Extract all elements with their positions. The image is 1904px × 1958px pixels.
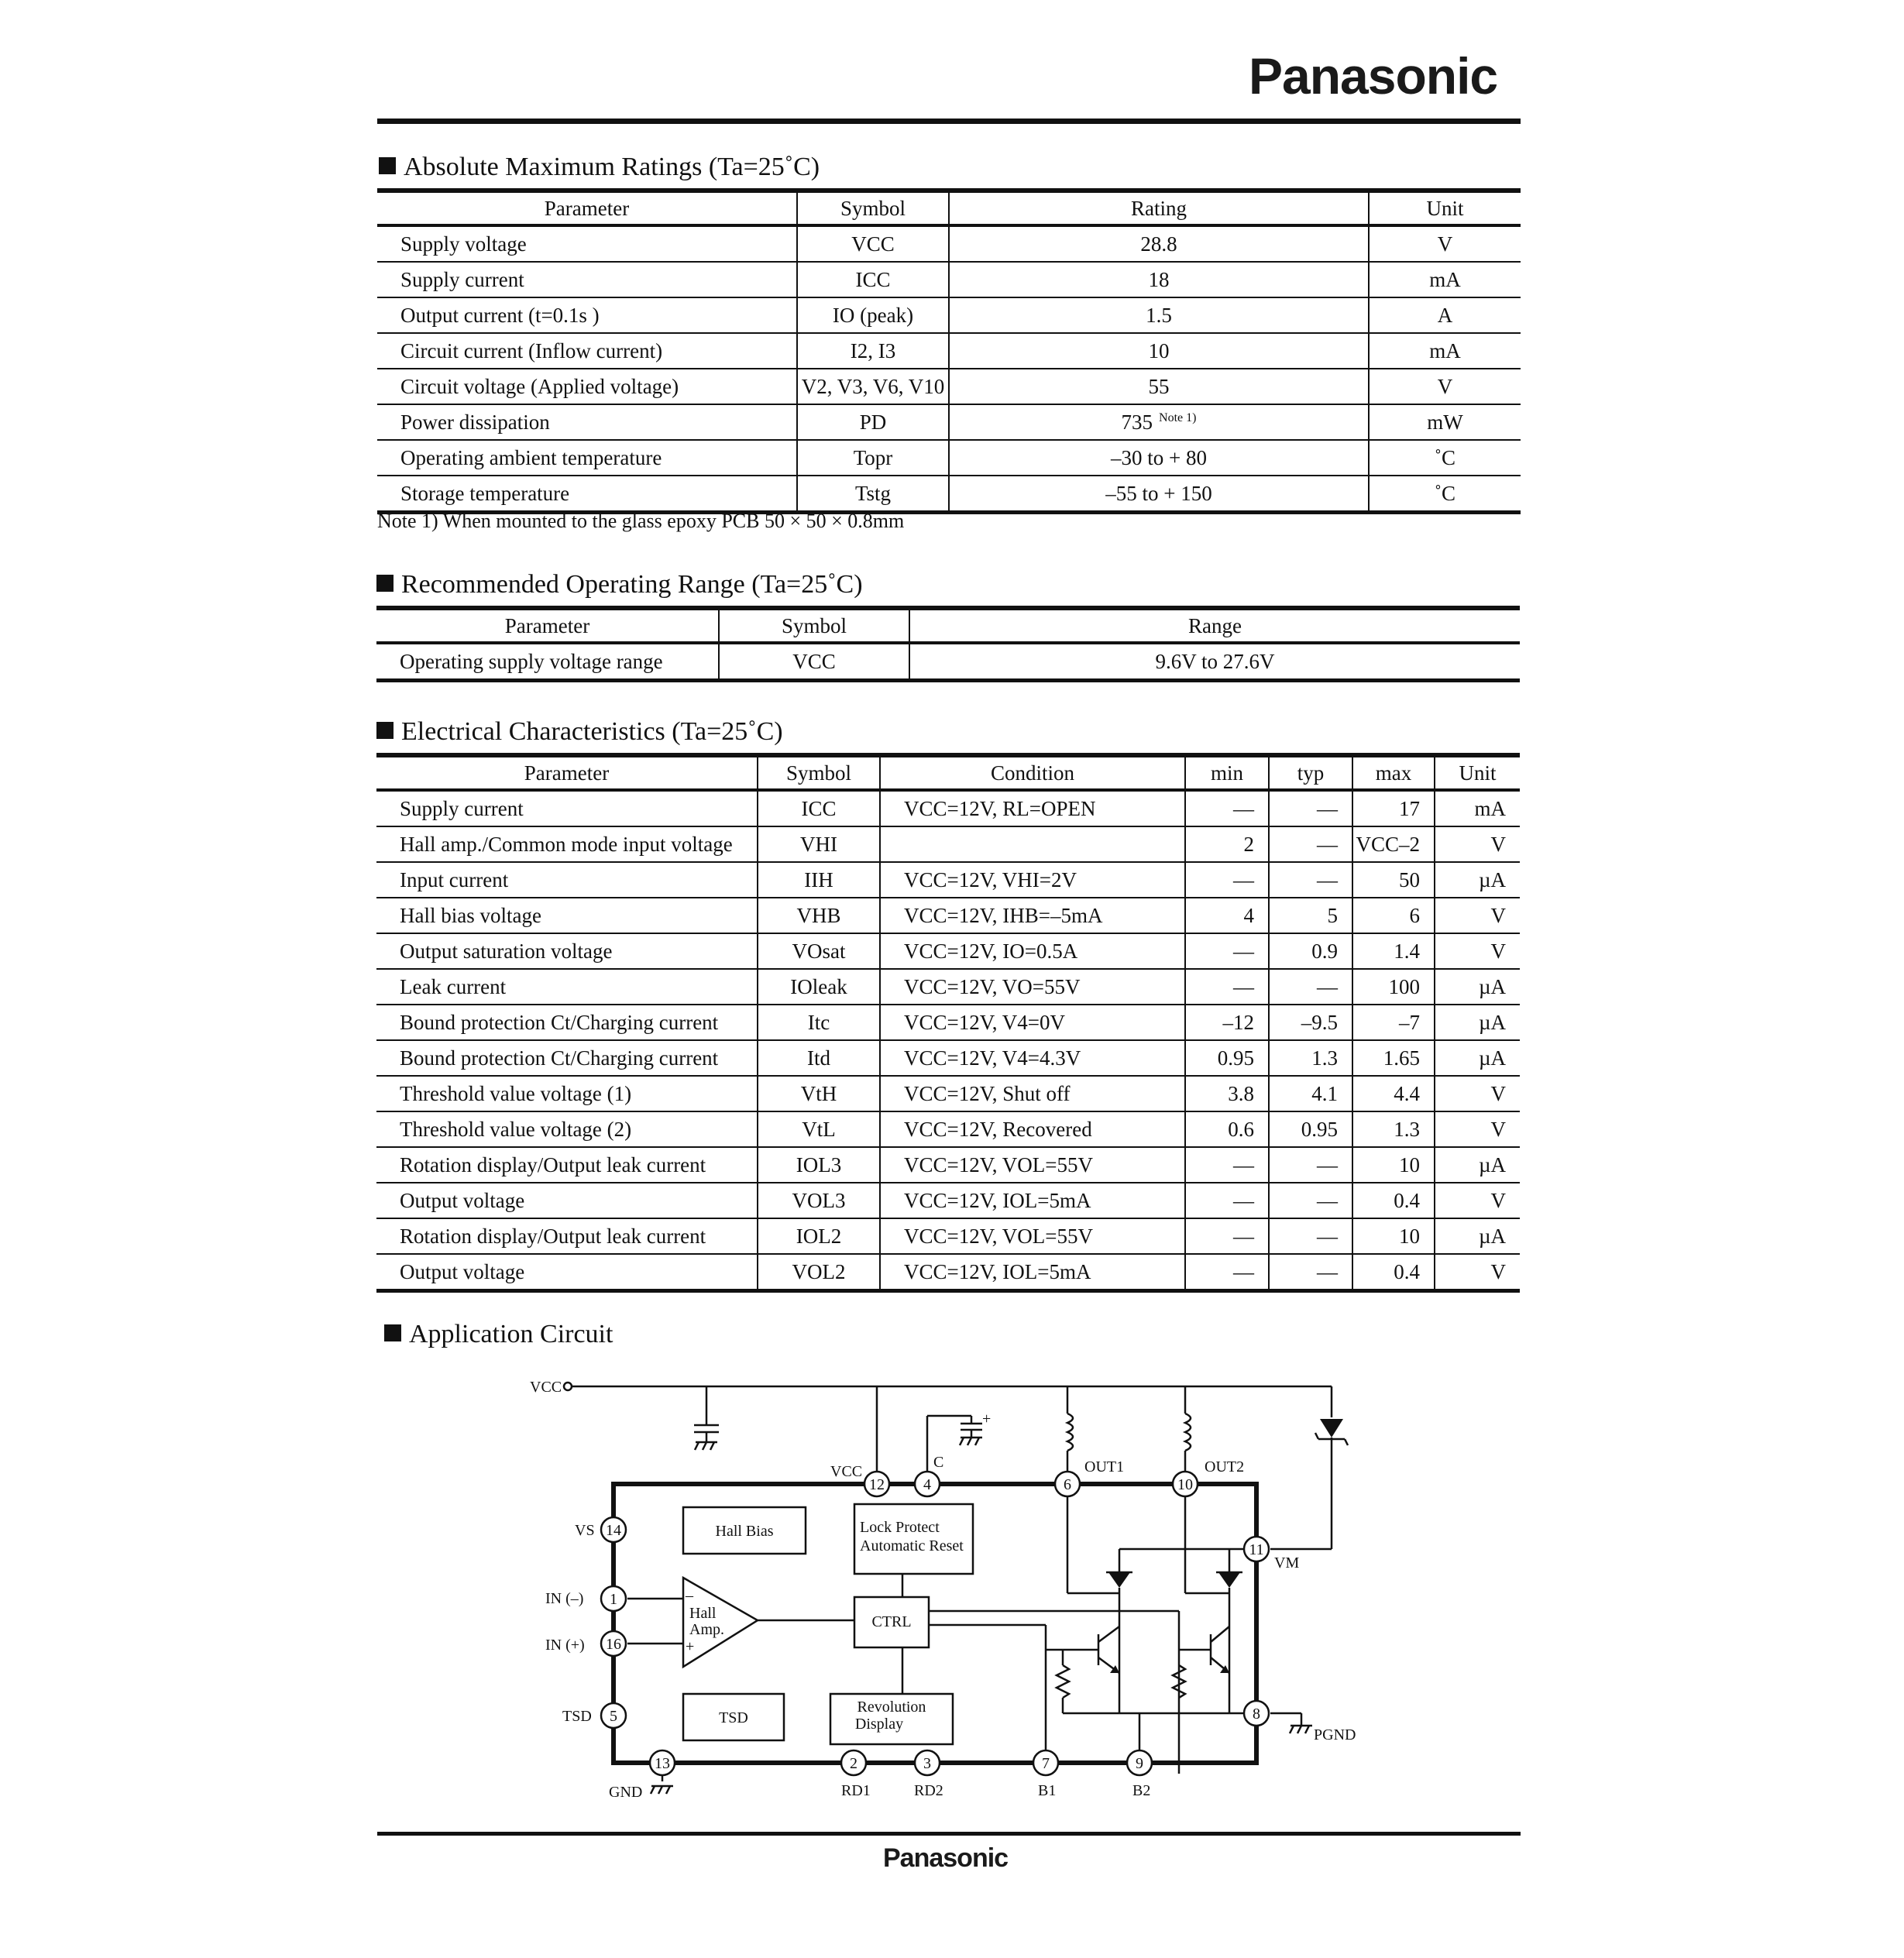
circuit-label: OUT1 [1084,1458,1125,1475]
typ-cell: 1.3 [1269,1040,1352,1076]
rating-value: 10 [1148,338,1170,362]
symbol-cell: VtH [758,1076,880,1111]
min-cell: — [1185,969,1269,1005]
typ-cell: –9.5 [1269,1005,1352,1040]
param-cell: Threshold value voltage (1) [376,1076,758,1111]
rating-value: 18 [1148,267,1170,291]
circuit-label: Display [854,1716,904,1733]
min-cell: 2 [1185,826,1269,862]
circuit-label: CTRL [871,1613,912,1630]
circuit-label: + [686,1638,695,1655]
max-cell: 10 [1352,1218,1435,1254]
symbol-cell: ICC [797,262,949,297]
min-cell: — [1185,862,1269,898]
unit-cell: ˚C [1369,440,1521,476]
circuit-label: Lock Protect [860,1519,940,1536]
circuit-label: VS [575,1522,595,1539]
param-cell: Operating ambient temperature [377,440,797,476]
symbol-cell: Itd [758,1040,880,1076]
unit-cell: mA [1435,790,1520,826]
column-header: typ [1269,755,1352,790]
min-cell: 3.8 [1185,1076,1269,1111]
min-cell: — [1185,1147,1269,1183]
symbol-cell: Tstg [797,476,949,513]
circuit-label: GND [609,1784,643,1801]
unit-cell: V [1369,369,1521,404]
unit-cell: mA [1369,262,1521,297]
condition-cell: VCC=12V, VOL=55V [880,1147,1185,1183]
column-header: Rating [949,191,1369,225]
header-brand-logo: Panasonic [1249,47,1498,105]
unit-cell: µA [1435,1147,1520,1183]
min-cell: — [1185,1218,1269,1254]
condition-cell: VCC=12V, VO=55V [880,969,1185,1005]
param-cell: Threshold value voltage (2) [376,1111,758,1147]
min-cell: — [1185,1254,1269,1291]
unit-cell: ˚C [1369,476,1521,513]
rating-value: 55 [1148,374,1170,398]
abs-max-note: Note 1) When mounted to the glass epoxy PCB 50 × 50 × 0.8mm [377,510,905,532]
typ-cell: — [1269,790,1352,826]
pin-number: 4 [923,1476,931,1493]
pin-number: 11 [1249,1541,1264,1558]
rating-value: 28.8 [1140,232,1177,256]
param-cell: Circuit current (Inflow current) [377,333,797,369]
typ-cell: — [1269,1183,1352,1218]
max-cell: 50 [1352,862,1435,898]
min-cell: 4 [1185,898,1269,933]
unit-cell: mA [1369,333,1521,369]
circuit-label: VCC [830,1463,863,1480]
max-cell: 100 [1352,969,1435,1005]
typ-cell: — [1269,969,1352,1005]
circuit-label: – [686,1587,693,1604]
unit-cell: A [1369,297,1521,333]
circuit-label: TSD [562,1708,592,1725]
typ-cell: — [1269,826,1352,862]
min-cell: 0.95 [1185,1040,1269,1076]
unit-cell: V [1435,1183,1520,1218]
symbol-cell: I2, I3 [797,333,949,369]
max-cell: –7 [1352,1005,1435,1040]
circuit-label: Amp. [689,1621,724,1638]
section-title-rec-range: Recommended Operating Range (Ta=25˚C) [376,570,863,599]
min-cell: — [1185,933,1269,969]
symbol-cell: VOL2 [758,1254,880,1291]
condition-cell: VCC=12V, Shut off [880,1076,1185,1111]
circuit-label: Revolution [857,1699,926,1716]
condition-cell: VCC=12V, IOL=5mA [880,1254,1185,1291]
typ-cell: — [1269,1147,1352,1183]
circuit-label: Hall Bias [715,1523,774,1540]
rating-note: Note 1) [1159,410,1197,424]
circuit-label: Automatic Reset [860,1537,964,1554]
pin-number: 12 [869,1476,885,1493]
param-cell: Rotation display/Output leak current [376,1218,758,1254]
rating-value: 735 [1121,410,1153,434]
circuit-label: RD2 [914,1782,943,1799]
symbol-cell: Itc [758,1005,880,1040]
max-cell: 6 [1352,898,1435,933]
min-cell: — [1185,790,1269,826]
max-cell: 1.3 [1352,1111,1435,1147]
symbol-cell: IOL3 [758,1147,880,1183]
column-header: min [1185,755,1269,790]
typ-cell: 4.1 [1269,1076,1352,1111]
section-title-elec: Electrical Characteristics (Ta=25˚C) [376,717,783,747]
column-header: Parameter [376,608,719,643]
unit-cell: V [1435,826,1520,862]
symbol-cell: ICC [758,790,880,826]
pin-number: 3 [923,1755,931,1772]
circuit-label: VCC [530,1379,562,1396]
circuit-label: VM [1274,1554,1300,1572]
param-cell: Output voltage [376,1183,758,1218]
pin-number: 10 [1177,1476,1193,1493]
unit-cell: µA [1435,1005,1520,1040]
column-header: Condition [880,755,1185,790]
typ-cell: 5 [1269,898,1352,933]
range-cell: 9.6V to 27.6V [909,643,1520,681]
circuit-label: PGND [1314,1726,1356,1743]
condition-cell: VCC=12V, Recovered [880,1111,1185,1147]
unit-cell: µA [1435,1040,1520,1076]
symbol-cell: IOL2 [758,1218,880,1254]
circuit-label: OUT2 [1205,1458,1245,1475]
typ-cell: 0.9 [1269,933,1352,969]
pin-number: 2 [850,1755,857,1772]
param-cell: Bound protection Ct/Charging current [376,1005,758,1040]
max-cell: 1.65 [1352,1040,1435,1076]
unit-cell: µA [1435,1218,1520,1254]
pin-number: 6 [1064,1476,1071,1493]
param-cell: Power dissipation [377,404,797,440]
param-cell: Rotation display/Output leak current [376,1147,758,1183]
param-cell: Supply current [377,262,797,297]
max-cell: 1.4 [1352,933,1435,969]
condition-cell: VCC=12V, IO=0.5A [880,933,1185,969]
circuit-label: Hall [689,1605,717,1622]
max-cell: 4.4 [1352,1076,1435,1111]
unit-cell: mW [1369,404,1521,440]
rating-value: 1.5 [1146,303,1172,327]
symbol-cell: VtL [758,1111,880,1147]
max-cell: 10 [1352,1147,1435,1183]
rating-value: –55 to + 150 [1105,481,1212,505]
symbol-cell: IIH [758,862,880,898]
symbol-cell: VHI [758,826,880,862]
param-cell: Storage temperature [377,476,797,513]
param-cell: Bound protection Ct/Charging current [376,1040,758,1076]
unit-cell: V [1435,1254,1520,1291]
circuit-label: B1 [1038,1782,1057,1799]
circuit-label: B2 [1132,1782,1151,1799]
section-title-abs-max: Absolute Maximum Ratings (Ta=25˚C) [379,153,820,182]
circuit-label: + [982,1410,992,1427]
symbol-cell: V2, V3, V6, V10 [797,369,949,404]
symbol-cell: VCC [719,643,909,681]
param-cell: Input current [376,862,758,898]
pin-number: 14 [606,1522,621,1539]
param-cell: Output saturation voltage [376,933,758,969]
pin-number: 5 [610,1708,617,1725]
unit-cell: µA [1435,969,1520,1005]
symbol-cell: VCC [797,225,949,262]
unit-cell: V [1435,1076,1520,1111]
param-cell: Output voltage [376,1254,758,1291]
param-cell: Leak current [376,969,758,1005]
max-cell: 0.4 [1352,1254,1435,1291]
param-cell: Hall amp./Common mode input voltage [376,826,758,862]
param-cell: Hall bias voltage [376,898,758,933]
param-cell: Circuit voltage (Applied voltage) [377,369,797,404]
symbol-cell: VOsat [758,933,880,969]
symbol-cell: Topr [797,440,949,476]
typ-cell: — [1269,1218,1352,1254]
unit-cell: µA [1435,862,1520,898]
pin-number: 7 [1042,1755,1050,1772]
pin-number: 16 [606,1636,621,1653]
footer-brand-logo: Panasonic [883,1843,1009,1873]
symbol-cell: VHB [758,898,880,933]
max-cell: VCC–2 [1352,826,1435,862]
circuit-label: IN (–) [545,1590,584,1607]
typ-cell: 0.95 [1269,1111,1352,1147]
pin-number: 1 [610,1591,617,1608]
column-header: Parameter [377,191,797,225]
column-header: Range [909,608,1520,643]
symbol-cell: PD [797,404,949,440]
min-cell: –12 [1185,1005,1269,1040]
unit-cell: V [1369,225,1521,262]
condition-cell: VCC=12V, VOL=55V [880,1218,1185,1254]
column-header: Parameter [376,755,758,790]
param-cell: Supply voltage [377,225,797,262]
condition-cell: VCC=12V, V4=0V [880,1005,1185,1040]
condition-cell: VCC=12V, IOL=5mA [880,1183,1185,1218]
unit-cell: V [1435,933,1520,969]
section-title-app-circuit: Application Circuit [384,1320,613,1349]
symbol-cell: IOleak [758,969,880,1005]
min-cell: 0.6 [1185,1111,1269,1147]
typ-cell: — [1269,1254,1352,1291]
condition-cell: VCC=12V, RL=OPEN [880,790,1185,826]
symbol-cell: VOL3 [758,1183,880,1218]
condition-cell: VCC=12V, V4=4.3V [880,1040,1185,1076]
circuit-label: TSD [719,1709,748,1726]
column-header: Symbol [758,755,880,790]
rating-value: –30 to + 80 [1111,445,1207,469]
param-cell: Supply current [376,790,758,826]
unit-cell: V [1435,1111,1520,1147]
pin-number: 8 [1253,1706,1260,1723]
param-cell: Output current (t=0.1s ) [377,297,797,333]
footer-rule [377,1832,1521,1836]
column-header: Unit [1369,191,1521,225]
pin-number: 13 [655,1755,670,1772]
circuit-label: C [933,1454,944,1471]
condition-cell: VCC=12V, IHB=–5mA [880,898,1185,933]
column-header: max [1352,755,1435,790]
typ-cell: — [1269,862,1352,898]
pin-number: 9 [1136,1755,1143,1772]
unit-cell: V [1435,898,1520,933]
column-header: Symbol [797,191,949,225]
column-header: Symbol [719,608,909,643]
circuit-label: RD1 [841,1782,871,1799]
min-cell: — [1185,1183,1269,1218]
max-cell: 0.4 [1352,1183,1435,1218]
max-cell: 17 [1352,790,1435,826]
condition-cell: VCC=12V, VHI=2V [880,862,1185,898]
column-header: Unit [1435,755,1520,790]
symbol-cell: IO (peak) [797,297,949,333]
param-cell: Operating supply voltage range [376,643,719,681]
circuit-label: IN (+) [545,1637,585,1654]
